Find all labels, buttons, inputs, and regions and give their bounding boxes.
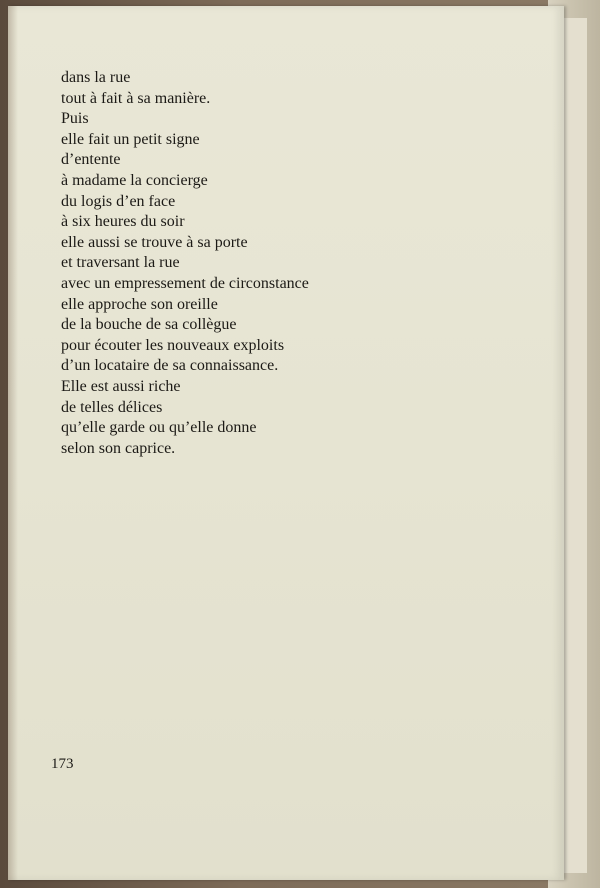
poem-line: Elle est aussi riche bbox=[61, 377, 181, 395]
poem-line: d’un locataire de sa connaissance. bbox=[61, 357, 279, 375]
poem-line: tout à fait à sa manière. bbox=[61, 89, 211, 107]
poem-line: et traversant la rue bbox=[61, 254, 180, 272]
poem-line: d’entente bbox=[61, 151, 121, 169]
poem-line: elle approche son oreille bbox=[61, 295, 218, 313]
page-number: 173 bbox=[51, 756, 74, 772]
book-page bbox=[8, 6, 564, 880]
poem-line: avec un empressement de circonstance bbox=[61, 274, 309, 292]
poem-line: du logis d’en face bbox=[61, 192, 176, 210]
poem-line: à madame la concierge bbox=[61, 171, 208, 189]
poem-line: elle aussi se trouve à sa porte bbox=[61, 233, 248, 251]
poem-line: de telles délices bbox=[61, 398, 163, 416]
poem-line: de la bouche de sa collègue bbox=[61, 316, 237, 334]
page-gutter-shadow bbox=[8, 6, 18, 880]
poem-line: selon son caprice. bbox=[61, 439, 176, 457]
page-edge bbox=[560, 18, 587, 873]
poem-line: à six heures du soir bbox=[61, 213, 185, 231]
poem-text bbox=[61, 68, 309, 459]
poem-line: elle fait un petit signe bbox=[61, 130, 200, 148]
poem-line: qu’elle garde ou qu’elle donne bbox=[61, 419, 257, 437]
poem-line: pour écouter les nouveaux exploits bbox=[61, 336, 285, 354]
poem-line: Puis bbox=[61, 110, 89, 128]
poem-line: dans la rue bbox=[61, 69, 131, 86]
